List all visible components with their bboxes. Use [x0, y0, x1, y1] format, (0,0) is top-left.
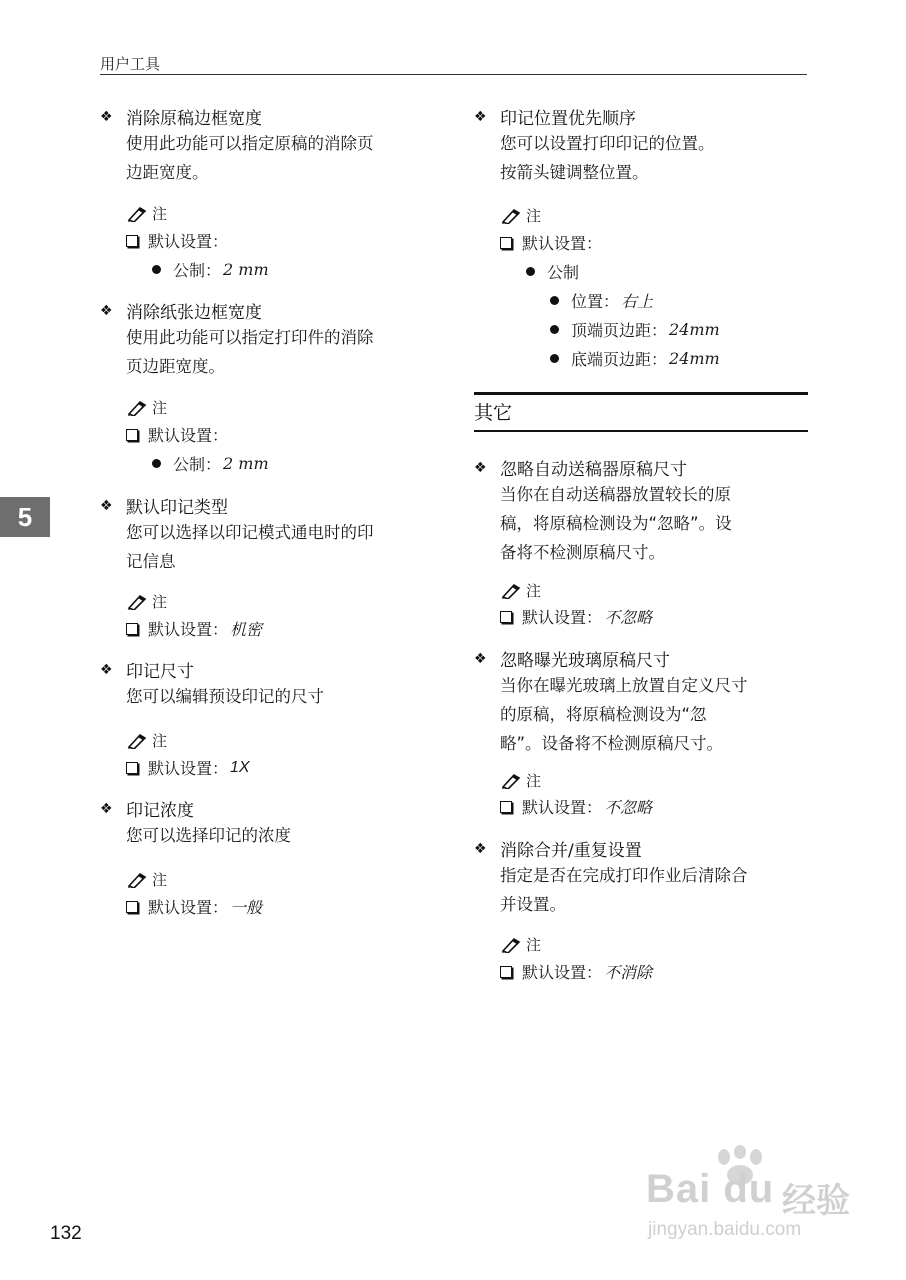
bullet-item: 公制: [526, 260, 579, 283]
default-setting: 默认设置： 不忽略: [500, 605, 652, 628]
item-description: 当你在自动送稿器放置较长的原 稿，将原稿检测设为“忽略”。设 备将不检测原稿尺寸。: [500, 485, 732, 562]
item-title: ❖ 默认印记类型: [100, 497, 228, 518]
item-title: ❖ 忽略自动送稿器原稿尺寸: [474, 459, 687, 480]
item-title: ❖ 印记尺寸: [100, 661, 194, 682]
checkbox-icon: [126, 901, 138, 913]
checkbox-icon: [126, 235, 138, 247]
section-heading: 其它: [474, 402, 513, 424]
sub-bullet-item: 位置： 右上: [550, 289, 653, 312]
item-title: ❖ 印记浓度: [100, 800, 194, 821]
note-label: 注: [126, 203, 167, 224]
pencil-icon: [500, 773, 522, 789]
default-setting: 默认设置： 不消除: [500, 960, 652, 983]
default-setting: 默认设置：: [500, 231, 602, 254]
pencil-icon: [126, 872, 148, 888]
pencil-icon: [126, 733, 148, 749]
checkbox-icon: [500, 966, 512, 978]
default-setting: 默认设置：: [126, 423, 228, 446]
item-description: 指定是否在完成打印作业后清除合 并设置。: [500, 866, 748, 914]
diamond-bullet-icon: ❖: [100, 800, 113, 817]
default-setting: 默认设置： 机密: [126, 617, 262, 640]
default-setting: 默认设置： 一般: [126, 895, 262, 918]
item-title: ❖ 消除纸张边框宽度: [100, 302, 262, 323]
bullet-dot-icon: [152, 459, 161, 468]
bullet-dot-icon: [526, 267, 535, 276]
item-description: 您可以设置打印印记的位置。 按箭头键调整位置。: [500, 134, 715, 182]
bullet-dot-icon: [550, 354, 559, 363]
item-description: 使用此功能可以指定原稿的消除页 边距宽度。: [126, 134, 374, 182]
item-title: ❖ 忽略曝光玻璃原稿尺寸: [474, 650, 670, 671]
checkbox-icon: [500, 611, 512, 623]
note-label: 注: [126, 397, 167, 418]
page-number: 132: [50, 1223, 82, 1244]
item-description: 您可以选择印记的浓度: [126, 826, 291, 845]
watermark-cn: 经验: [782, 1181, 850, 1221]
item-title: ❖ 印记位置优先顺序: [474, 108, 636, 129]
item-description: 您可以选择以印记模式通电时的印 记信息: [126, 523, 374, 571]
bullet-dot-icon: [550, 296, 559, 305]
diamond-bullet-icon: ❖: [474, 108, 487, 125]
bullet-dot-icon: [152, 265, 161, 274]
item-description: 当你在曝光玻璃上放置自定义尺寸 的原稿，将原稿检测设为“忽 略”。设备将不检测原稿尺寸。: [500, 676, 748, 753]
diamond-bullet-icon: ❖: [474, 840, 487, 857]
note-label: 注: [126, 591, 167, 612]
section-bottom-rule: [474, 430, 808, 432]
checkbox-icon: [126, 623, 138, 635]
watermark-logo: Bai du: [646, 1167, 775, 1211]
item-description: 使用此功能可以指定打印件的消除 页边距宽度。: [126, 328, 374, 376]
diamond-bullet-icon: ❖: [100, 108, 113, 125]
section-top-rule: [474, 392, 808, 395]
header-rule: [100, 74, 807, 75]
running-header: 用户工具: [100, 55, 161, 73]
bullet-dot-icon: [550, 325, 559, 334]
pencil-icon: [500, 583, 522, 599]
checkbox-icon: [500, 237, 512, 249]
diamond-bullet-icon: ❖: [100, 497, 113, 514]
checkbox-icon: [126, 762, 138, 774]
item-title: ❖ 消除合并/重复设置: [474, 840, 642, 861]
item-title: ❖ 消除原稿边框宽度: [100, 108, 262, 129]
item-description: 您可以编辑预设印记的尺寸: [126, 687, 324, 706]
diamond-bullet-icon: ❖: [474, 459, 487, 476]
note-label: 注: [500, 580, 541, 601]
baidu-watermark: [640, 1145, 860, 1255]
checkbox-icon: [500, 801, 512, 813]
default-setting: 默认设置： 1X: [126, 756, 250, 779]
note-label: 注: [500, 205, 541, 226]
note-label: 注: [500, 934, 541, 955]
note-label: 注: [126, 869, 167, 890]
bullet-item: 公制： 2 mm: [152, 258, 269, 281]
chapter-tab: 5: [0, 497, 50, 537]
checkbox-icon: [126, 429, 138, 441]
note-label: 注: [126, 730, 167, 751]
pencil-icon: [500, 208, 522, 224]
pencil-icon: [126, 594, 148, 610]
note-label: 注: [500, 770, 541, 791]
default-setting: 默认设置： 不忽略: [500, 795, 652, 818]
pencil-icon: [500, 937, 522, 953]
watermark-url: jingyan.baidu.com: [648, 1219, 802, 1240]
sub-bullet-item: 底端页边距： 24mm: [550, 347, 720, 370]
sub-bullet-item: 顶端页边距： 24mm: [550, 318, 720, 341]
default-setting: 默认设置：: [126, 229, 228, 252]
pencil-icon: [126, 206, 148, 222]
bullet-item: 公制： 2 mm: [152, 452, 269, 475]
diamond-bullet-icon: ❖: [100, 661, 113, 678]
pencil-icon: [126, 400, 148, 416]
diamond-bullet-icon: ❖: [100, 302, 113, 319]
diamond-bullet-icon: ❖: [474, 650, 487, 667]
